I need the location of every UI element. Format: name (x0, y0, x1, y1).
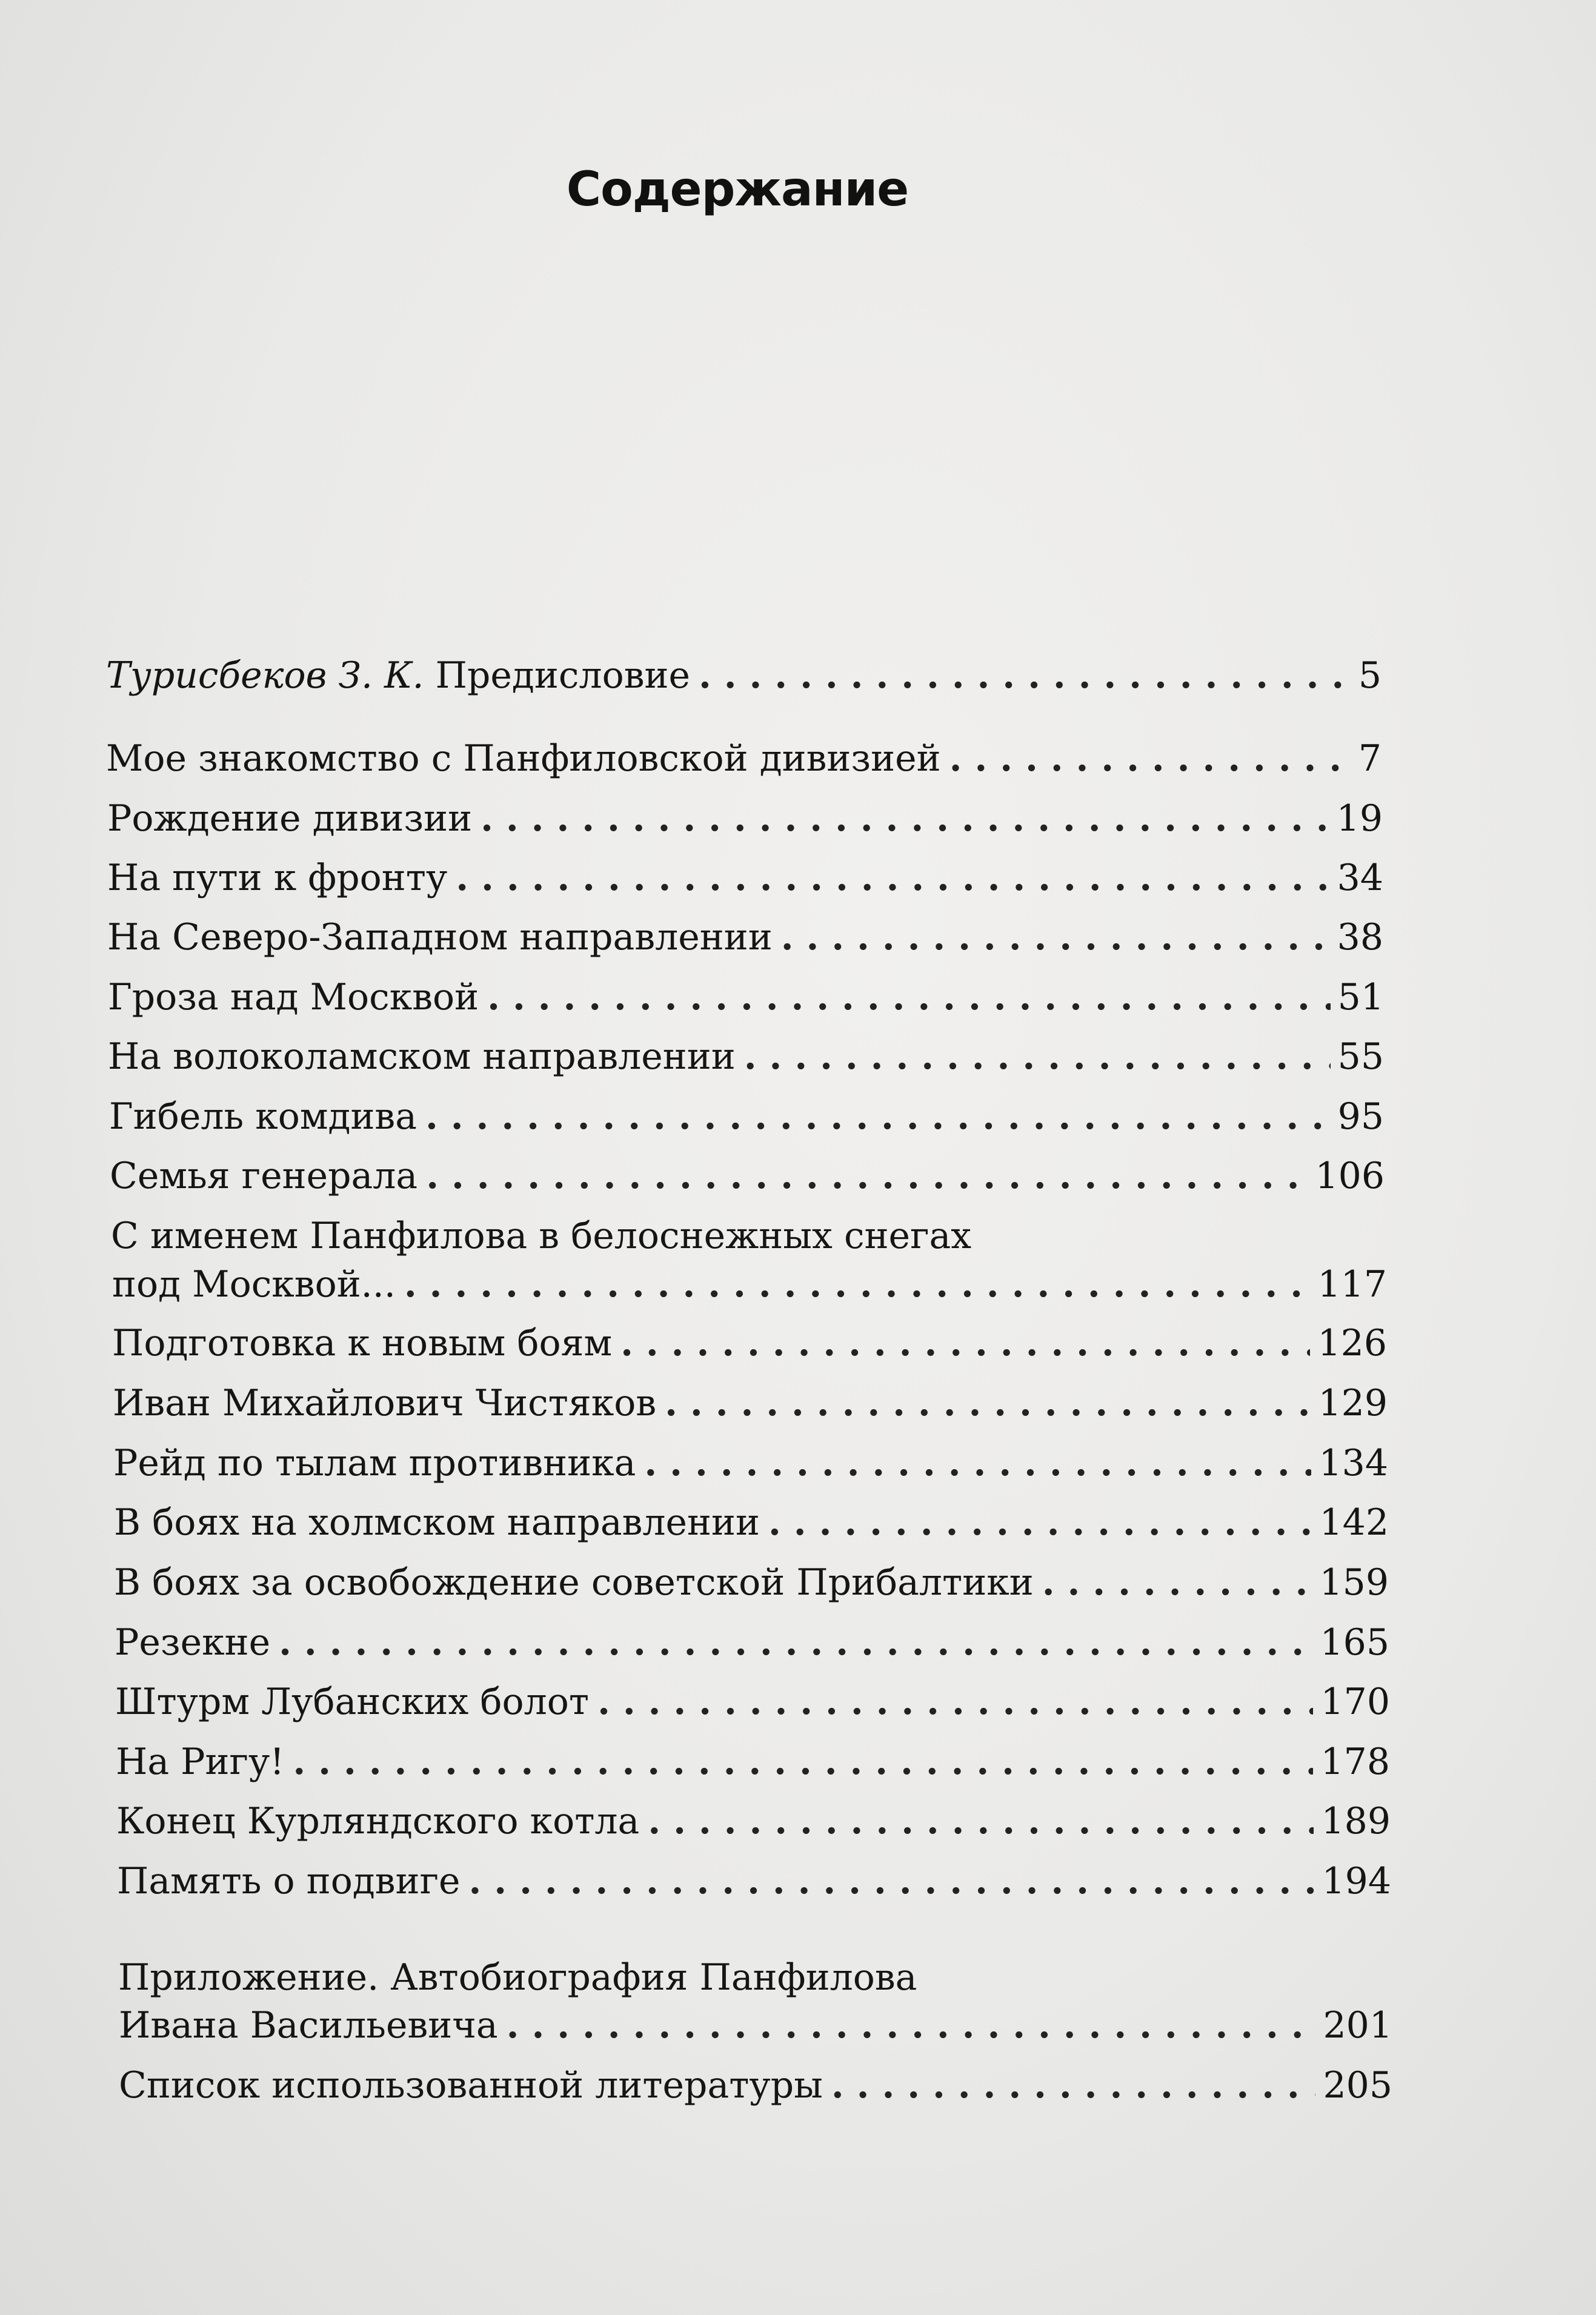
dot-leader (699, 648, 1351, 703)
toc-entry-title-line1: Приложение. Автобиография Панфилова (118, 1956, 917, 1999)
toc-entry[interactable] (112, 1316, 1387, 1370)
toc-entry-page: 165 (1320, 1621, 1389, 1664)
dot-leader (480, 791, 1329, 846)
toc-entry[interactable] (116, 1794, 1391, 1848)
toc-entry-title: На Ригу! (116, 1741, 285, 1783)
dot-leader (293, 1735, 1313, 1789)
toc-entry[interactable] (113, 1376, 1388, 1430)
toc-entry-title: На волоколамском направлении (108, 1035, 736, 1078)
toc-entry-page: 95 (1337, 1095, 1384, 1138)
toc-entry-page: 170 (1320, 1681, 1390, 1723)
toc-entry-page: 178 (1320, 1741, 1390, 1783)
toc-entry[interactable] (112, 1257, 1387, 1312)
toc-entry-page: 51 (1337, 976, 1384, 1018)
toc-entry-title: под Москвой... (112, 1263, 396, 1306)
toc-entry-title: Список использованной литературы (119, 2064, 823, 2107)
toc-entry[interactable] (114, 1555, 1389, 1610)
toc-entry-title: Рождение дивизии (107, 797, 473, 840)
toc-entry-title: Иван Михайлович Чистяков (113, 1382, 657, 1424)
toc-entry[interactable] (107, 791, 1383, 846)
dot-leader (426, 1149, 1308, 1203)
dot-leader (487, 970, 1330, 1025)
toc-entry-title: Подготовка к новым боям (112, 1322, 613, 1364)
toc-entry-title: На пути к фронту (107, 857, 448, 899)
dot-leader (507, 1998, 1316, 2053)
toc-entry[interactable] (114, 1495, 1389, 1550)
page-title: Содержание (566, 162, 909, 217)
toc-entry-title-line1: С именем Панфилова в белоснежных снегах (111, 1215, 972, 1257)
toc-entry-title: Семья генерала (110, 1155, 418, 1197)
toc-entry[interactable] (107, 851, 1383, 905)
toc-entry[interactable] (115, 1675, 1390, 1729)
dot-leader (1042, 1555, 1312, 1610)
toc-entry[interactable] (117, 1854, 1391, 1908)
dot-leader (620, 1316, 1310, 1370)
dot-leader (597, 1675, 1313, 1729)
toc-entry-preface[interactable] (106, 648, 1382, 703)
dot-leader (469, 1854, 1315, 1908)
dot-leader (425, 1089, 1331, 1144)
toc-entry-page: 205 (1323, 2064, 1392, 2107)
toc-entry-author: Турисбеков З. К. (106, 654, 424, 697)
toc-entry-page: 201 (1323, 2004, 1392, 2047)
dot-leader (456, 851, 1329, 905)
toc-entry-title: Штурм Лубанских болот (115, 1681, 590, 1723)
toc-entry[interactable] (106, 731, 1382, 786)
toc-entry-title: Гибель комдива (109, 1095, 417, 1138)
dot-leader (831, 2058, 1316, 2113)
toc-entry-text (106, 648, 690, 703)
dot-leader (644, 1436, 1311, 1490)
dot-leader (404, 1257, 1311, 1312)
toc-entry-title: В боях за освобождение советской Прибалтики (114, 1561, 1034, 1604)
toc-entry-page: 129 (1318, 1382, 1388, 1424)
toc-entry-page: 189 (1321, 1800, 1391, 1842)
dot-leader (665, 1376, 1311, 1430)
toc-entry-title: Память о подвиге (117, 1860, 461, 1902)
toc-entry-page: 194 (1322, 1860, 1391, 1902)
dot-leader (949, 731, 1351, 786)
dot-leader (744, 1029, 1331, 1084)
toc-entry-page: 106 (1315, 1155, 1385, 1197)
toc-entry-page: 38 (1337, 916, 1383, 958)
toc-entry[interactable] (119, 2058, 1392, 2113)
dot-leader (781, 910, 1330, 965)
toc-entry-page: 55 (1337, 1035, 1384, 1078)
toc-entry-page: 159 (1319, 1561, 1389, 1604)
toc-entry[interactable] (107, 910, 1383, 965)
toc-entry-title: Мое знакомство с Панфиловской дивизией (106, 737, 941, 780)
toc-entry-page: 126 (1317, 1322, 1387, 1364)
dot-leader (648, 1794, 1314, 1848)
toc-entry-title: Рейд по тылам противника (113, 1442, 636, 1484)
toc-entry-page: 7 (1358, 737, 1382, 780)
toc-entry-title: В боях на холмском направлении (114, 1501, 760, 1544)
toc-entry-title: Гроза над Москвой (108, 976, 479, 1018)
toc-entry-page: 117 (1317, 1263, 1387, 1306)
toc-entry[interactable] (115, 1615, 1389, 1670)
toc-entry[interactable] (108, 970, 1384, 1025)
toc-entry-title: Предисловие (435, 654, 690, 697)
toc-entry[interactable] (110, 1149, 1385, 1203)
toc-entry-page: 5 (1358, 654, 1382, 697)
toc-entry-title: Резекне (115, 1621, 271, 1664)
toc-entry-page: 142 (1319, 1501, 1389, 1544)
toc-entry[interactable] (119, 1998, 1392, 2053)
toc-entry-title: На Северо-Западном направлении (107, 916, 773, 958)
dot-leader (279, 1615, 1312, 1670)
toc-entry-page: 134 (1318, 1442, 1388, 1484)
toc-entry-page: 19 (1336, 797, 1383, 840)
toc-entry-title: Ивана Васильевича (119, 2004, 498, 2047)
toc-entry-title: Конец Курляндского котла (116, 1800, 640, 1842)
toc-entry-page: 34 (1337, 857, 1383, 899)
toc-entry[interactable] (108, 1029, 1384, 1084)
toc-entry[interactable] (113, 1436, 1388, 1490)
toc-entry[interactable] (116, 1735, 1390, 1789)
toc-entry[interactable] (109, 1089, 1384, 1144)
dot-leader (768, 1495, 1312, 1550)
